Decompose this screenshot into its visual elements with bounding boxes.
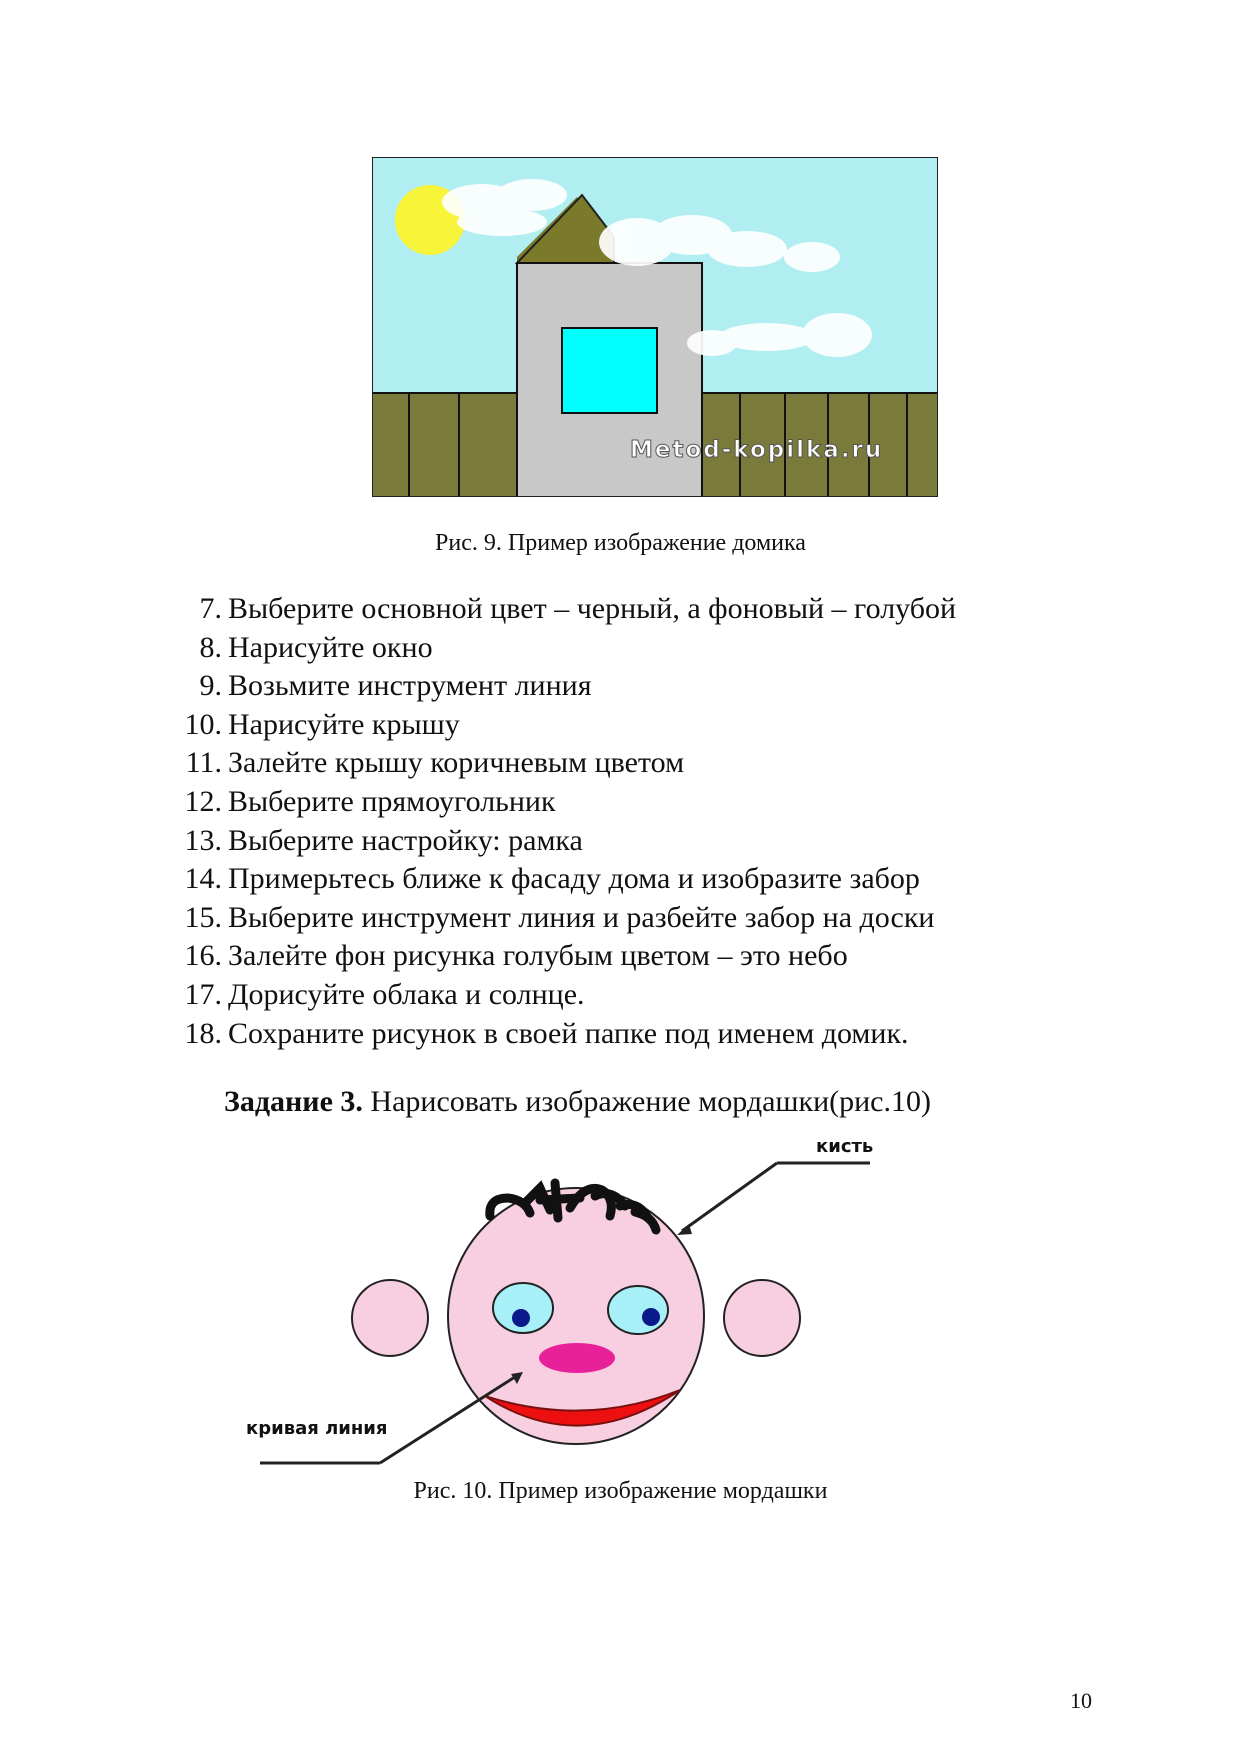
list-item: 11. Залейте крышу коричневым цветом [185,746,685,780]
list-item: 12. Выберите прямоугольник [184,784,556,818]
list-item: 7. Выберите основной цвет – черный, а фоновый – голубой [199,592,957,625]
curve-label: кривая линия [246,1418,388,1439]
list-item: 13. Выберите настройку: рамка [184,823,583,857]
brush-pointer [682,1163,870,1231]
figure9-caption: Рис. 9. Пример изображение домика [435,530,806,556]
list-item: 17. Дорисуйте облака и солнце. [184,977,585,1011]
window [562,328,657,413]
right-ear [724,1280,800,1356]
list-item: 10. Нарисуйте крышу [184,707,460,741]
list-item: 8. Нарисуйте окно [199,630,433,664]
watermark: Metod-kopilka.ru [630,437,884,463]
left-pupil [512,1309,530,1327]
steps-list [160,590,956,1053]
task3-text: Нарисовать изображение мордашки(рис.10) [362,1085,931,1118]
list-item: 16. Залейте фон рисунка голубым цветом – это небо [184,939,848,973]
list-item: 9. Возьмите инструмент линия [199,669,592,703]
figure10-caption: Рис. 10. Пример изображение мордашки [413,1478,828,1504]
right-eye [608,1286,668,1334]
right-pupil [642,1308,660,1326]
house-figure [372,157,938,497]
page-number: 10 [1070,1688,1092,1713]
left-ear [352,1280,428,1356]
brush-label: кисть [816,1136,874,1157]
list-item: 14. Примерьтесь ближе к фасаду дома и изобразите забор [184,862,920,896]
fence-left [372,393,517,497]
task3-label: Задание 3. [224,1085,363,1118]
list-item: 15. Выберите инструмент линия и разбейте забор на доски [184,900,935,934]
task3-heading [224,1085,931,1119]
nose [539,1343,615,1373]
list-item: 18. Сохраните рисунок в своей папке под именем домик. [184,1016,909,1050]
